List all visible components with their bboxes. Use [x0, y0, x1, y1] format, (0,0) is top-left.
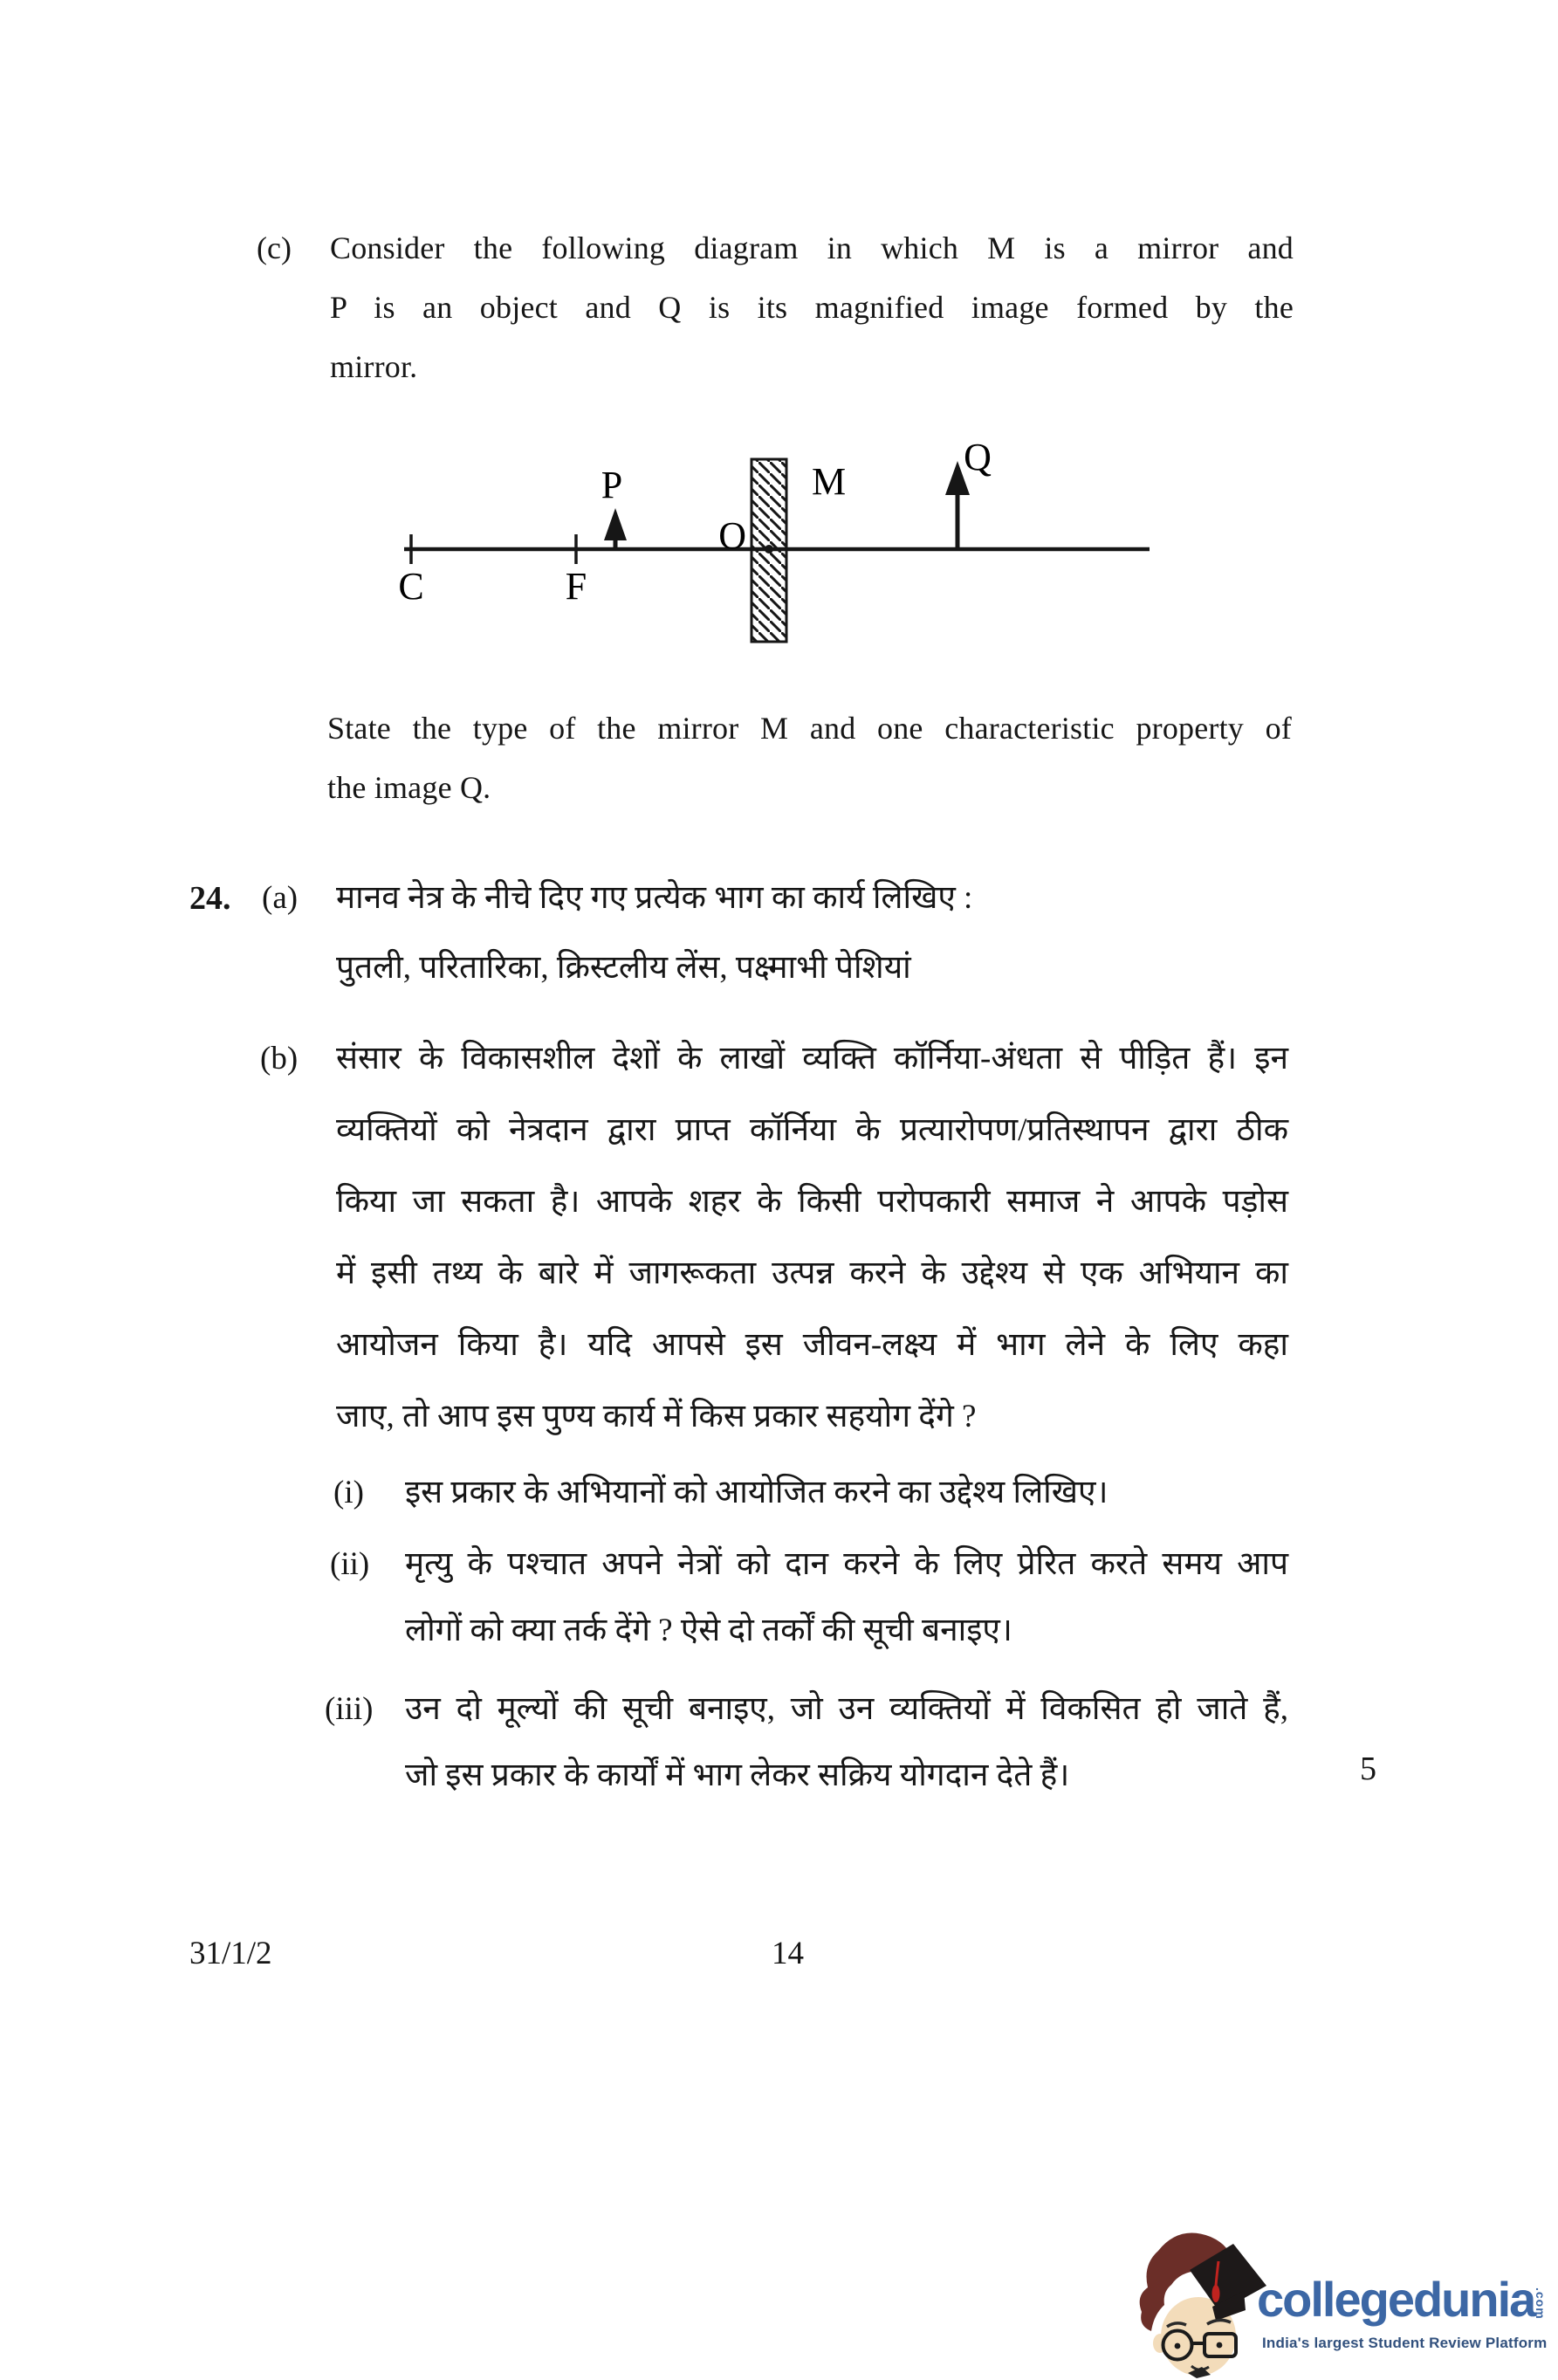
question-24b-text: [336, 1023, 1288, 1453]
text-line: उन दो मूल्यों की सूची बनाइए, जो उन व्यक्तियों में विकसित हो जाते हैं,: [405, 1691, 1288, 1727]
text-line: किया जा सकता है। आपके शहर के किसी परोपकारी समाज ने आपके पड़ोस: [336, 1184, 1288, 1220]
text-line: मानव नेत्र के नीचे दिए गए प्रत्येक भाग का कार्य लिखिए :: [336, 880, 973, 916]
text-line: जाए, तो आप इस पुण्य कार्य में किस प्रकार सहयोग देंगे ?: [336, 1399, 977, 1434]
subpart-i-text: [405, 1460, 1288, 1526]
question-24-number: 24.: [189, 880, 231, 917]
label-m: M: [812, 460, 847, 503]
page-number: 14: [772, 1936, 804, 1971]
text-line: इस प्रकार के अभियानों को आयोजित करने का उद्देश्य लिखिए।: [405, 1475, 1108, 1510]
tassel-icon: [1212, 2285, 1220, 2302]
collegedunia-wordmark: collegedunia: [1257, 2272, 1535, 2327]
mascot-eye: [1217, 2342, 1223, 2349]
collegedunia-tagline: India's largest Student Review Platform: [1262, 2335, 1548, 2351]
subpart-i-label: (i): [333, 1475, 364, 1510]
subpart-ii-label: (ii): [330, 1546, 370, 1582]
paper-code: 31/1/2: [189, 1936, 272, 1971]
subpart-iii-label: (iii): [325, 1691, 374, 1727]
text-line: पुतली, परितारिका, क्रिस्टलीय लेंस, पक्ष्माभी पेशियां: [336, 950, 911, 986]
collegedunia-tld: .com: [1534, 2287, 1548, 2320]
subpart-ii-text: [405, 1531, 1288, 1664]
text-line: P is an object and Q is its magnified image formed by the: [330, 290, 1294, 325]
question-24a-label: (a): [262, 880, 299, 916]
label-q: Q: [964, 436, 992, 478]
label-p: P: [601, 464, 623, 506]
object-arrow-head: [604, 508, 627, 540]
label-f: F: [565, 565, 587, 608]
marks-value: 5: [1360, 1751, 1376, 1787]
text-line: व्यक्तियों को नेत्रदान द्वारा प्राप्त कॉर्निया के प्रत्यारोपण/प्रतिस्थापन द्वारा ठीक: [336, 1112, 1288, 1148]
question-24a-text: [336, 863, 1156, 1003]
label-o: O: [718, 514, 746, 557]
subpart-iii-text: [405, 1676, 1288, 1809]
question-c-text: [330, 218, 1294, 396]
text-line: mirror.: [330, 349, 418, 384]
text-line: the image Q.: [327, 770, 491, 805]
question-c-label: (c): [257, 230, 292, 265]
text-line: लोगों को क्या तर्क देंगे ? ऐसे दो तर्कों की सूची बनाइए।: [405, 1613, 1012, 1648]
text-line: में इसी तथ्य के बारे में जागरूकता उत्पन्न करने के उद्देश्य से एक अभियान का: [336, 1255, 1288, 1291]
question-24b-label: (b): [260, 1041, 299, 1077]
text-line: Consider the following diagram in which M is a mirror and: [330, 230, 1294, 265]
text-line: State the type of the mirror M and one characteristic property of: [327, 711, 1292, 746]
text-line: संसार के विकासशील देशों के लाखों व्यक्ति कॉर्निया-अंधता से पीड़ित हैं। इन: [336, 1041, 1288, 1077]
question-c-statement: [327, 698, 1292, 817]
mirror-diagram: [384, 428, 1170, 681]
text-line: जो इस प्रकार के कार्यों में भाग लेकर सक्रिय योगदान देते हैं।: [405, 1757, 1070, 1793]
pole-dot: [765, 545, 773, 554]
text-line: आयोजन किया है। यदि आपसे इस जीवन-लक्ष्य में भाग लेने के लिए कहा: [336, 1327, 1288, 1363]
label-c: C: [398, 565, 424, 608]
mascot-eye: [1175, 2343, 1181, 2349]
text-line: मृत्यु के पश्चात अपने नेत्रों को दान करने के लिए प्रेरित करते समय आप: [405, 1546, 1288, 1582]
